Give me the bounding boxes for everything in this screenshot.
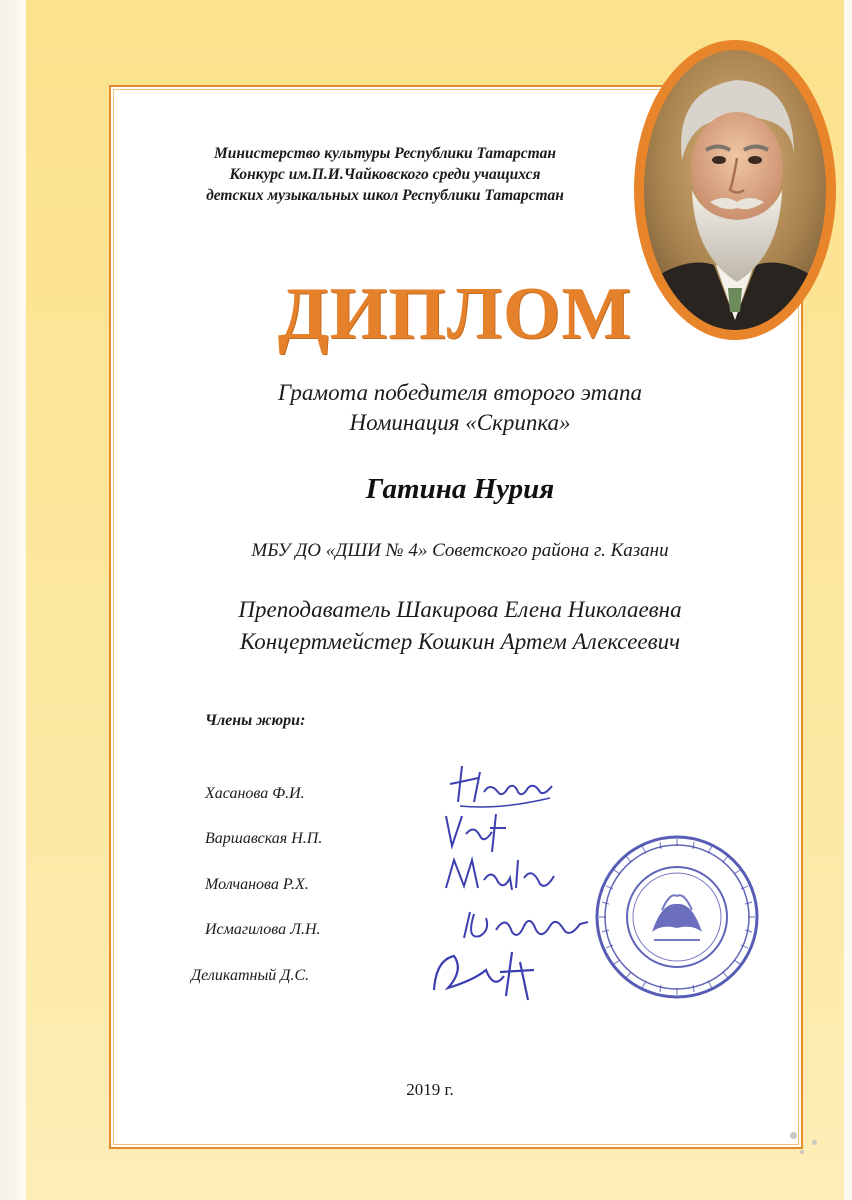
subtitle-stage: Грамота победителя второго этапа xyxy=(277,380,643,405)
jury-member: Молчанова Р.Х. xyxy=(205,876,309,893)
jury-member: Исмагилова Л.Н. xyxy=(205,921,321,938)
signature-icon xyxy=(440,850,560,900)
header-line-contest: Конкурс им.П.И.Чайковского среди учащихся xyxy=(229,166,541,183)
signature-icon xyxy=(424,940,554,1005)
jury-member: Варшавская Н.П. xyxy=(205,830,323,847)
scan-speck xyxy=(790,1132,797,1139)
jury-member: Хасанова Ф.И. xyxy=(205,785,305,802)
header-line-ministry: Министерство культуры Республики Татарстан xyxy=(213,145,557,162)
recipient-name: Гатина Нурия xyxy=(365,473,555,505)
header-line-schools: детских музыкальных школ Республики Татарстан xyxy=(206,187,564,204)
scan-speck xyxy=(812,1140,817,1145)
jury-label: Члены жюри: xyxy=(205,712,306,729)
year: 2019 г. xyxy=(406,1080,454,1099)
official-stamp-icon xyxy=(592,832,762,1002)
jury-member: Деликатный Д.С. xyxy=(191,967,310,984)
teacher-line: Преподаватель Шакирова Елена Николаевна xyxy=(238,597,682,622)
school-name: МБУ ДО «ДШИ № 4» Советского района г. Казани xyxy=(251,540,669,561)
diploma-title: ДИПЛОМ xyxy=(277,273,633,355)
scan-speck xyxy=(800,1150,804,1154)
header-block xyxy=(120,143,650,206)
subtitle-block xyxy=(160,378,760,438)
signature-icon xyxy=(440,806,520,856)
paper-edge xyxy=(0,0,22,1200)
subtitle-nomination: Номинация «Скрипка» xyxy=(349,410,571,435)
teachers-block xyxy=(110,594,810,658)
accompanist-line: Концертмейстер Кошкин Артем Алексеевич xyxy=(239,629,681,654)
